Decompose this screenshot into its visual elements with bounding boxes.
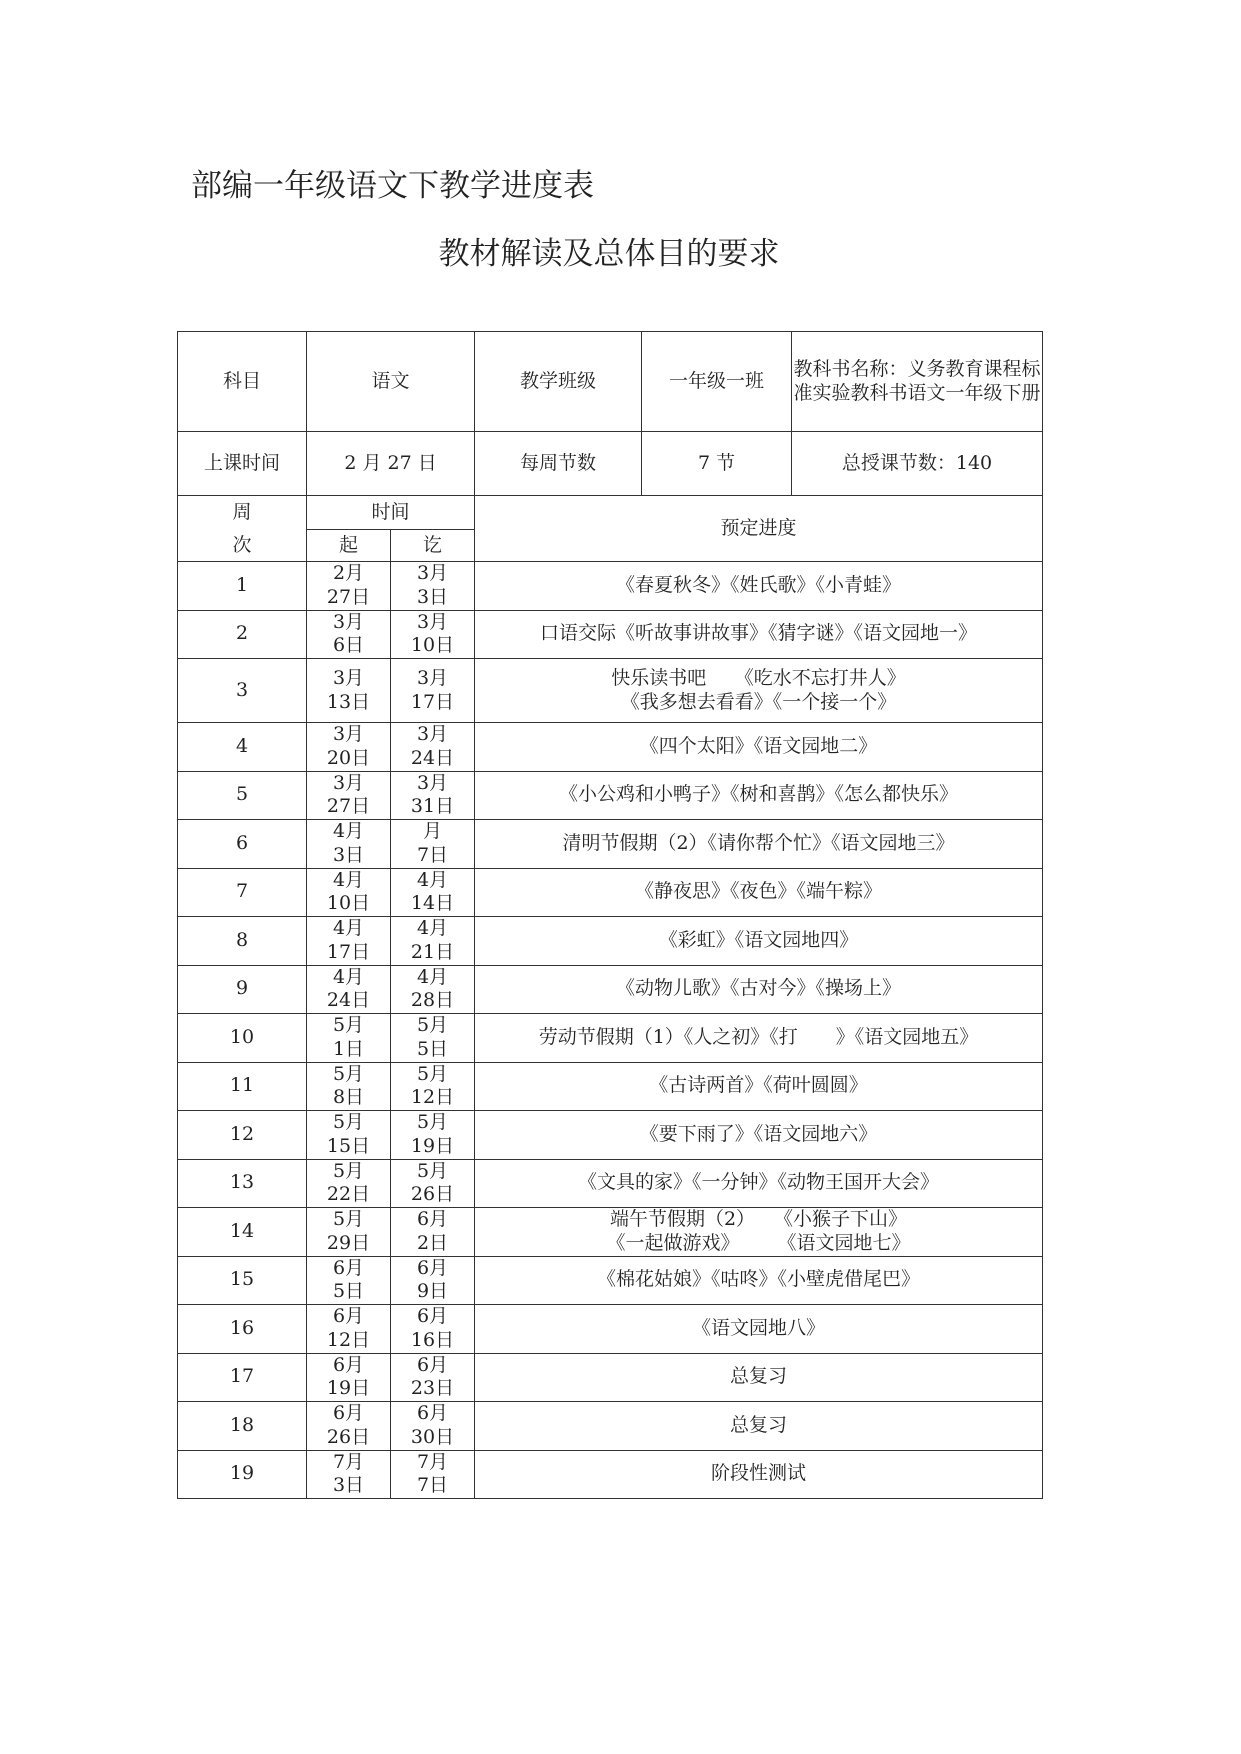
subject-label: 科目 [178, 332, 307, 432]
end-date [391, 917, 475, 966]
week-number: 1 [178, 562, 307, 611]
week-number: 5 [178, 771, 307, 820]
progress-line: 快乐读书吧 《吃水不忘打井人》 [611, 666, 906, 689]
planned-progress [475, 1159, 1043, 1208]
planned-progress [475, 820, 1043, 869]
start-month: 3月 [332, 723, 365, 745]
end-date [391, 1208, 475, 1257]
end-date [391, 723, 475, 772]
progress-line: 《文具的家》《一分钟》《动物王国开大会》 [578, 1171, 940, 1194]
end-day: 23日 [410, 1377, 455, 1400]
start-month: 6月 [332, 1353, 365, 1376]
week-number: 8 [178, 917, 307, 966]
planned-progress [475, 610, 1043, 659]
planned-progress [475, 965, 1043, 1014]
week-number: 3 [178, 659, 307, 723]
start-day: 19日 [326, 1377, 371, 1400]
table-row [178, 965, 1043, 1014]
table-row [178, 771, 1043, 820]
start-value: 2 月 27 日 [307, 432, 475, 496]
progress-line: 阶段性测试 [711, 1462, 807, 1485]
end-day: 9日 [416, 1280, 449, 1303]
end-month: 5月 [416, 1159, 449, 1182]
planned-progress [475, 868, 1043, 917]
progress-line: 端午节假期（2） 《小猴子下山》 [609, 1208, 908, 1230]
end-date [391, 562, 475, 611]
planned-progress [475, 1208, 1043, 1257]
end-header: 讫 [391, 530, 475, 562]
progress-line: 《我多想去看看》《一个接一个》 [620, 690, 897, 713]
progress-line: 《古诗两首》《荷叶圆圆》 [649, 1074, 868, 1097]
end-date [391, 610, 475, 659]
end-month: 5月 [416, 1111, 449, 1133]
table-row [178, 1256, 1043, 1305]
progress-line: 总复习 [730, 1413, 788, 1436]
start-day: 15日 [326, 1134, 371, 1157]
end-date [391, 659, 475, 723]
table-row [178, 868, 1043, 917]
end-day: 12日 [410, 1086, 455, 1109]
start-month: 6月 [332, 1305, 365, 1327]
end-day: 17日 [410, 690, 455, 713]
class-label: 教学班级 [475, 332, 642, 432]
week-number: 14 [178, 1208, 307, 1257]
textbook-name: 教科书名称：义务教育课程标准实验教科书语文一年级下册 [792, 332, 1043, 432]
subject-value: 语文 [307, 332, 475, 432]
end-month: 4月 [416, 917, 449, 939]
progress-line: 口语交际《听故事讲故事》《猜字谜》《语文园地一》 [540, 622, 978, 645]
start-month: 4月 [332, 917, 365, 939]
end-month: 月 [423, 820, 443, 842]
end-day: 31日 [410, 795, 455, 818]
start-day: 26日 [326, 1425, 371, 1448]
end-date [391, 1014, 475, 1063]
class-value: 一年级一班 [642, 332, 792, 432]
planned-progress [475, 659, 1043, 723]
start-month: 5月 [332, 1208, 365, 1230]
start-day: 27日 [326, 795, 371, 818]
start-date [307, 562, 391, 611]
end-month: 6月 [416, 1305, 449, 1327]
end-month: 3月 [416, 723, 449, 745]
start-day: 6日 [332, 634, 365, 657]
planned-progress [475, 1062, 1043, 1111]
start-day: 3日 [332, 1474, 365, 1497]
start-date [307, 723, 391, 772]
end-date [391, 1353, 475, 1402]
start-date [307, 965, 391, 1014]
end-date [391, 868, 475, 917]
week-number: 10 [178, 1014, 307, 1063]
start-day: 8日 [332, 1086, 365, 1109]
end-date [391, 965, 475, 1014]
end-day: 14日 [410, 892, 455, 915]
schedule-table [177, 331, 1043, 1499]
planned-progress [475, 771, 1043, 820]
progress-line: 《春夏秋冬》《姓氏歌》《小青蛙》 [616, 573, 902, 596]
start-month: 4月 [332, 965, 365, 988]
start-date [307, 1256, 391, 1305]
start-header: 起 [307, 530, 391, 562]
progress-line: 《要下雨了》《语文园地六》 [639, 1122, 878, 1145]
start-month: 4月 [332, 820, 365, 842]
start-month: 3月 [332, 666, 365, 689]
start-date [307, 1111, 391, 1160]
planned-progress [475, 1450, 1043, 1499]
start-date [307, 771, 391, 820]
week-number: 17 [178, 1353, 307, 1402]
start-day: 20日 [326, 746, 371, 769]
start-month: 5月 [332, 1062, 365, 1085]
start-date [307, 610, 391, 659]
start-month: 5月 [332, 1111, 365, 1133]
start-month: 7月 [332, 1450, 365, 1473]
end-month: 5月 [416, 1062, 449, 1085]
header-row-2 [178, 432, 1043, 496]
week-number: 13 [178, 1159, 307, 1208]
end-month: 3月 [416, 771, 449, 794]
end-date [391, 1450, 475, 1499]
progress-line: 《语文园地八》 [692, 1316, 826, 1339]
progress-line: 清明节假期（2）《请你帮个忙》《语文园地三》 [562, 831, 955, 854]
start-day: 5日 [332, 1280, 365, 1303]
start-day: 17日 [326, 940, 371, 963]
week-number: 11 [178, 1062, 307, 1111]
week-number: 19 [178, 1450, 307, 1499]
progress-line: 《小公鸡和小鸭子》《树和喜鹊》《怎么都快乐》 [559, 783, 959, 806]
start-date [307, 820, 391, 869]
start-day: 12日 [326, 1328, 371, 1351]
planned-progress [475, 1111, 1043, 1160]
week-header [178, 496, 307, 562]
table-row [178, 917, 1043, 966]
end-month: 6月 [416, 1402, 449, 1424]
table-row [178, 1402, 1043, 1451]
end-month: 6月 [416, 1353, 449, 1376]
start-date [307, 1208, 391, 1257]
end-day: 26日 [410, 1183, 455, 1206]
start-day: 13日 [326, 690, 371, 713]
page-subtitle: 教材解读及总体目的要求 [438, 236, 780, 272]
table-row [178, 1450, 1043, 1499]
table-row [178, 610, 1043, 659]
end-month: 5月 [416, 1014, 449, 1036]
weekly-label: 每周节数 [475, 432, 642, 496]
table-row [178, 723, 1043, 772]
progress-line: 《静夜思》《夜色》《端午粽》 [635, 880, 883, 903]
column-header-row-1 [178, 496, 1043, 530]
end-day: 3日 [416, 585, 449, 608]
table-row [178, 659, 1043, 723]
table-row [178, 1305, 1043, 1354]
start-date [307, 1305, 391, 1354]
progress-line: 《动物儿歌》《古对今》《操场上》 [616, 977, 902, 1000]
end-day: 2日 [416, 1231, 449, 1254]
end-month: 4月 [416, 868, 449, 891]
end-date [391, 1159, 475, 1208]
end-date [391, 820, 475, 869]
start-day: 27日 [326, 585, 371, 608]
start-month: 2月 [332, 562, 365, 584]
start-day: 22日 [326, 1183, 371, 1206]
planned-progress [475, 1256, 1043, 1305]
week-number: 15 [178, 1256, 307, 1305]
start-day: 24日 [326, 989, 371, 1012]
start-date [307, 1062, 391, 1111]
start-date [307, 1402, 391, 1451]
table-row [178, 562, 1043, 611]
start-month: 3月 [332, 610, 365, 633]
header-row-1 [178, 332, 1043, 432]
table-row [178, 1159, 1043, 1208]
page-title: 部编一年级语文下教学进度表 [191, 168, 594, 204]
progress-line: 《一起做游戏》 《语文园地七》 [606, 1231, 911, 1254]
start-day: 1日 [332, 1037, 365, 1060]
progress-line: 劳动节假期（1）《人之初》《打 》《语文园地五》 [538, 1025, 979, 1048]
end-month: 6月 [416, 1256, 449, 1279]
start-month: 3月 [332, 771, 365, 794]
start-date [307, 1450, 391, 1499]
week-number: 4 [178, 723, 307, 772]
progress-line: 《彩虹》《语文园地四》 [658, 928, 859, 951]
start-month: 4月 [332, 868, 365, 891]
start-day: 3日 [332, 843, 365, 866]
end-month: 7月 [416, 1450, 449, 1473]
table-row [178, 1014, 1043, 1063]
table-row [178, 1353, 1043, 1402]
end-day: 5日 [416, 1037, 449, 1060]
start-month: 5月 [332, 1159, 365, 1182]
start-date [307, 1014, 391, 1063]
end-day: 21日 [410, 940, 455, 963]
week-number: 9 [178, 965, 307, 1014]
end-month: 4月 [416, 965, 449, 988]
start-month: 6月 [332, 1402, 365, 1424]
planned-progress [475, 1305, 1043, 1354]
planned-progress [475, 723, 1043, 772]
planned-progress [475, 1402, 1043, 1451]
end-day: 24日 [410, 746, 455, 769]
week-header-a: 周 [232, 501, 252, 524]
end-day: 7日 [416, 1474, 449, 1497]
start-label: 上课时间 [178, 432, 307, 496]
progress-header: 预定进度 [475, 496, 1043, 562]
start-month: 6月 [332, 1256, 365, 1279]
end-month: 3月 [416, 610, 449, 633]
end-date [391, 771, 475, 820]
end-month: 6月 [416, 1208, 449, 1230]
end-date [391, 1111, 475, 1160]
start-date [307, 868, 391, 917]
planned-progress [475, 917, 1043, 966]
start-day: 10日 [326, 892, 371, 915]
total-lessons: 总授课节数：140 [792, 432, 1043, 496]
time-header: 时间 [307, 496, 475, 530]
end-day: 30日 [410, 1425, 455, 1448]
start-date [307, 1353, 391, 1402]
start-day: 29日 [326, 1231, 371, 1254]
start-date [307, 1159, 391, 1208]
progress-line: 《棉花姑娘》《咕咚》《小壁虎借尾巴》 [597, 1268, 921, 1291]
weekly-value: 7 节 [642, 432, 792, 496]
week-number: 7 [178, 868, 307, 917]
planned-progress [475, 1014, 1043, 1063]
end-day: 28日 [410, 989, 455, 1012]
table-row [178, 1208, 1043, 1257]
planned-progress [475, 1353, 1043, 1402]
end-day: 10日 [410, 634, 455, 657]
end-month: 3月 [416, 562, 449, 584]
end-date [391, 1305, 475, 1354]
end-date [391, 1062, 475, 1111]
week-number: 16 [178, 1305, 307, 1354]
table-row [178, 820, 1043, 869]
end-date [391, 1256, 475, 1305]
table-row [178, 1111, 1043, 1160]
start-month: 5月 [332, 1014, 365, 1036]
end-day: 19日 [410, 1134, 455, 1157]
end-day: 16日 [410, 1328, 455, 1351]
week-number: 18 [178, 1402, 307, 1451]
start-date [307, 917, 391, 966]
table-row [178, 1062, 1043, 1111]
week-number: 12 [178, 1111, 307, 1160]
end-day: 7日 [416, 843, 449, 866]
week-header-b: 次 [232, 533, 252, 556]
week-number: 6 [178, 820, 307, 869]
progress-line: 《四个太阳》《语文园地二》 [639, 734, 878, 757]
planned-progress [475, 562, 1043, 611]
end-date [391, 1402, 475, 1451]
start-date [307, 659, 391, 723]
week-number: 2 [178, 610, 307, 659]
progress-line: 总复习 [730, 1365, 788, 1388]
end-month: 3月 [416, 666, 449, 689]
